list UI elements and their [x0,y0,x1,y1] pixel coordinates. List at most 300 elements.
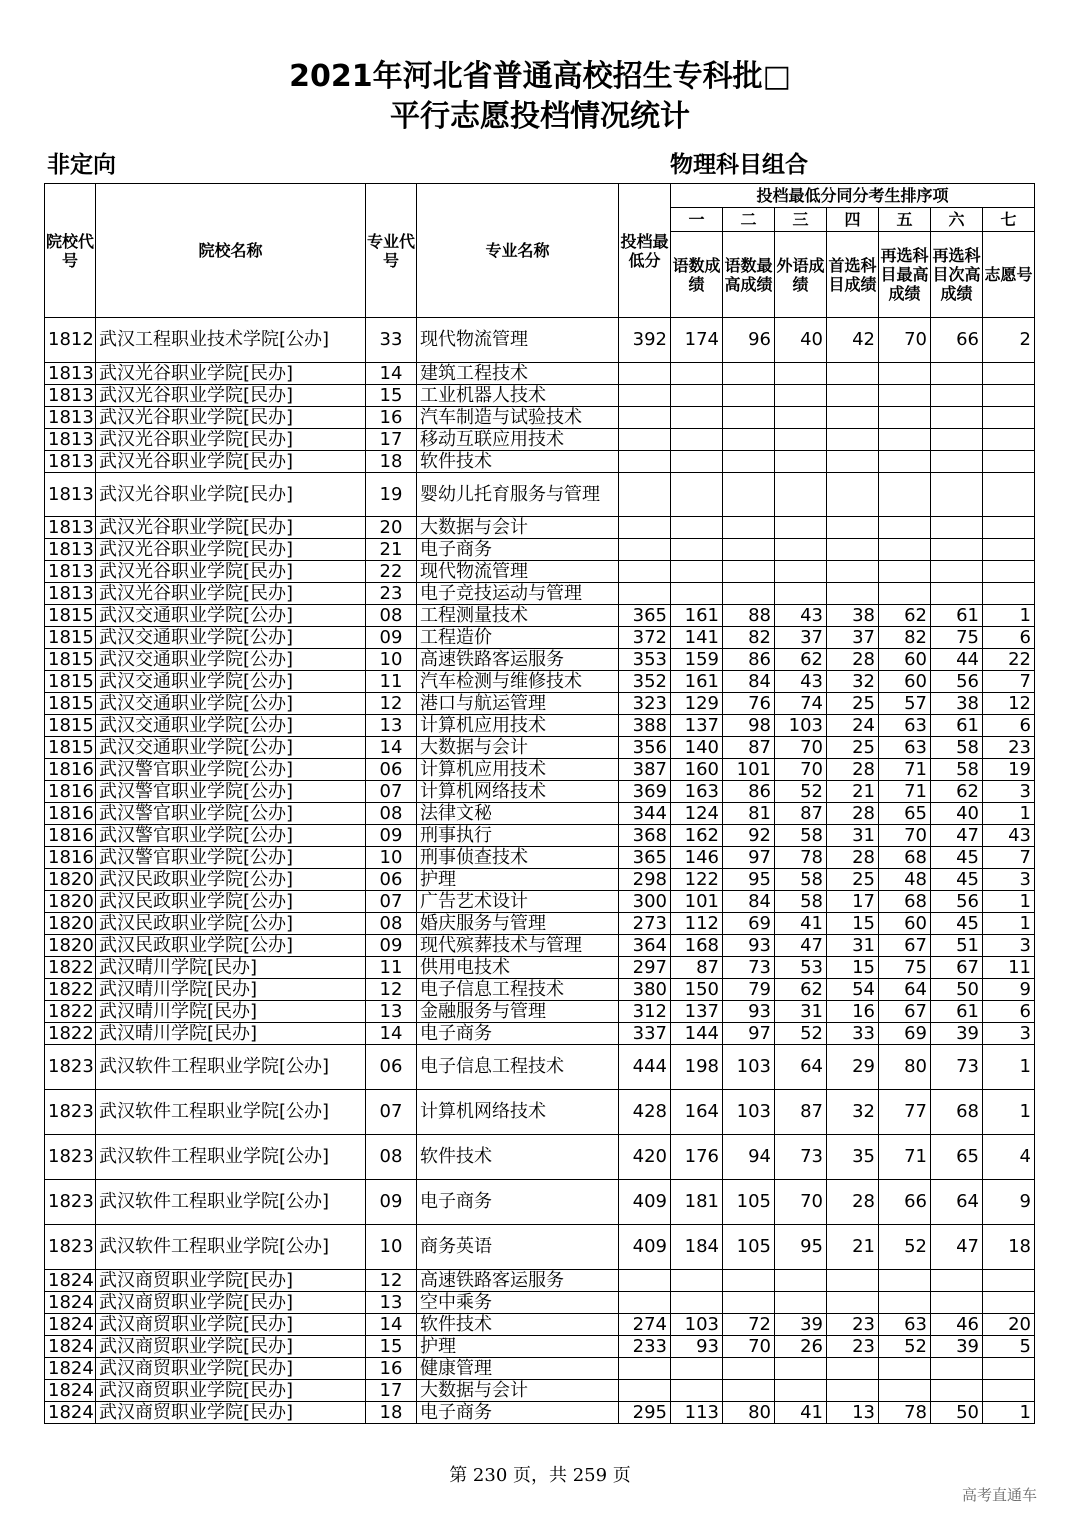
sort4-cell [827,539,879,561]
sort1-cell: 129 [671,693,723,715]
table-row [45,1180,1035,1225]
sort3-cell: 70 [775,1180,827,1225]
sort1-cell [671,451,723,473]
school-name-cell: 武汉民政职业学院[公办] [96,891,366,913]
school-name-cell: 武汉商贸职业学院[民办] [96,1358,366,1380]
sort2-cell: 81 [723,803,775,825]
sort2-cell: 105 [723,1225,775,1270]
school-code-cell: 1824 [45,1380,96,1402]
sort7-cell: 6 [983,715,1035,737]
min-score-cell: 372 [619,627,671,649]
major-code-cell: 13 [366,1292,417,1314]
sort4-cell: 23 [827,1314,879,1336]
table-row [45,627,1035,649]
sort3-cell: 37 [775,627,827,649]
sort1-cell [671,407,723,429]
major-code-cell: 14 [366,363,417,385]
school-code-cell: 1813 [45,539,96,561]
table-row [45,847,1035,869]
major-name-cell: 工业机器人技术 [417,385,619,407]
major-name-cell: 计算机网络技术 [417,781,619,803]
sort1-cell: 124 [671,803,723,825]
major-name-cell: 汽车检测与维修技术 [417,671,619,693]
table-row [45,1090,1035,1135]
sort7-cell [983,539,1035,561]
sort2-cell: 79 [723,979,775,1001]
admission-table [44,183,1035,1424]
min-score-cell: 392 [619,318,671,363]
sort3-cell: 43 [775,605,827,627]
sort1-cell [671,473,723,517]
major-name-cell: 空中乘务 [417,1292,619,1314]
school-code-cell: 1813 [45,429,96,451]
school-code-cell: 1815 [45,649,96,671]
sort3-cell: 73 [775,1135,827,1180]
sort4-cell: 54 [827,979,879,1001]
sort4-cell: 21 [827,781,879,803]
sort5-cell [879,473,931,517]
sort1-cell: 137 [671,1001,723,1023]
sort3-cell: 47 [775,935,827,957]
table-row [45,671,1035,693]
school-code-cell: 1820 [45,869,96,891]
school-code-cell: 1816 [45,781,96,803]
major-name-cell: 汽车制造与试验技术 [417,407,619,429]
sort6-cell: 39 [931,1023,983,1045]
sort6-cell: 61 [931,1001,983,1023]
major-code-cell: 16 [366,407,417,429]
sort3-cell [775,407,827,429]
sort2-cell: 80 [723,1402,775,1424]
sort5-cell: 52 [879,1225,931,1270]
sort1-cell: 140 [671,737,723,759]
sort4-cell: 37 [827,627,879,649]
sort6-cell: 64 [931,1180,983,1225]
school-name-cell: 武汉商贸职业学院[民办] [96,1336,366,1358]
school-code-cell: 1822 [45,979,96,1001]
subheader-left: 非定向 [47,152,116,178]
major-code-cell: 11 [366,671,417,693]
sort5-cell [879,561,931,583]
sort2-cell [723,407,775,429]
sort4-cell [827,407,879,429]
sort2-cell: 73 [723,957,775,979]
min-score-cell [619,473,671,517]
school-code-cell: 1816 [45,759,96,781]
sort1-cell: 184 [671,1225,723,1270]
sort7-cell: 1 [983,1045,1035,1090]
sort6-cell [931,1292,983,1314]
sort7-cell: 2 [983,318,1035,363]
min-score-cell: 364 [619,935,671,957]
sort7-cell [983,1358,1035,1380]
min-score-cell [619,1358,671,1380]
sort6-cell: 47 [931,1225,983,1270]
school-code-cell: 1823 [45,1180,96,1225]
sort3-cell [775,517,827,539]
header-school-name: 院校名称 [96,184,366,318]
sort4-cell [827,473,879,517]
min-score-cell: 365 [619,847,671,869]
major-name-cell: 商务英语 [417,1225,619,1270]
school-code-cell: 1813 [45,385,96,407]
sort2-cell [723,583,775,605]
table-row [45,1135,1035,1180]
sort5-cell: 78 [879,1402,931,1424]
major-code-cell: 11 [366,957,417,979]
major-name-cell: 健康管理 [417,1358,619,1380]
major-name-cell: 高速铁路客运服务 [417,649,619,671]
major-code-cell: 10 [366,847,417,869]
sort5-cell [879,451,931,473]
sort5-cell: 48 [879,869,931,891]
sort1-cell: 144 [671,1023,723,1045]
school-code-cell: 1816 [45,847,96,869]
sort5-cell [879,385,931,407]
major-code-cell: 09 [366,1180,417,1225]
sort6-cell: 67 [931,957,983,979]
sort2-cell: 93 [723,1001,775,1023]
table-row [45,539,1035,561]
sort1-cell: 160 [671,759,723,781]
sort4-cell [827,385,879,407]
min-score-cell: 344 [619,803,671,825]
sort2-cell [723,1292,775,1314]
sort3-cell: 62 [775,649,827,671]
sort7-cell: 43 [983,825,1035,847]
sort4-cell: 29 [827,1045,879,1090]
sort2-cell: 84 [723,891,775,913]
table-row [45,1402,1035,1424]
sort1-cell: 103 [671,1314,723,1336]
sort7-cell: 7 [983,847,1035,869]
school-name-cell: 武汉光谷职业学院[民办] [96,583,366,605]
school-name-cell: 武汉警官职业学院[公办] [96,781,366,803]
school-name-cell: 武汉光谷职业学院[民办] [96,363,366,385]
major-name-cell: 电子信息工程技术 [417,1045,619,1090]
sort4-cell: 25 [827,869,879,891]
sort7-cell: 9 [983,979,1035,1001]
sort4-cell: 42 [827,318,879,363]
table-row [45,363,1035,385]
sort7-cell [983,583,1035,605]
table-row [45,715,1035,737]
sort6-cell: 73 [931,1045,983,1090]
sort7-cell [983,363,1035,385]
major-code-cell: 21 [366,539,417,561]
sort6-cell: 56 [931,891,983,913]
sort3-cell [775,539,827,561]
sort3-cell [775,1358,827,1380]
school-code-cell: 1823 [45,1135,96,1180]
min-score-cell: 300 [619,891,671,913]
sort7-cell: 3 [983,935,1035,957]
sort4-cell: 28 [827,649,879,671]
table-row [45,1270,1035,1292]
sort6-cell: 45 [931,913,983,935]
school-name-cell: 武汉光谷职业学院[民办] [96,539,366,561]
sort5-cell: 62 [879,605,931,627]
sort6-cell [931,429,983,451]
sort4-cell: 15 [827,913,879,935]
school-name-cell: 武汉光谷职业学院[民办] [96,473,366,517]
sort1-cell [671,1292,723,1314]
sort6-cell: 50 [931,979,983,1001]
sort5-cell: 70 [879,318,931,363]
major-code-cell: 09 [366,825,417,847]
sort4-cell: 28 [827,759,879,781]
sort4-cell [827,429,879,451]
major-code-cell: 18 [366,451,417,473]
major-code-cell: 08 [366,913,417,935]
major-code-cell: 10 [366,1225,417,1270]
sort7-cell [983,451,1035,473]
sort7-cell: 1 [983,1402,1035,1424]
sort2-cell: 70 [723,1336,775,1358]
sort4-cell: 23 [827,1336,879,1358]
sort3-cell: 43 [775,671,827,693]
sort3-cell [775,363,827,385]
sort3-cell: 74 [775,693,827,715]
sort5-cell [879,429,931,451]
sort1-cell [671,517,723,539]
min-score-cell [619,583,671,605]
school-name-cell: 武汉光谷职业学院[民办] [96,561,366,583]
table-row [45,583,1035,605]
table-row [45,605,1035,627]
school-code-cell: 1815 [45,737,96,759]
sort5-cell: 82 [879,627,931,649]
min-score-cell: 380 [619,979,671,1001]
school-code-cell: 1812 [45,318,96,363]
school-code-cell: 1824 [45,1358,96,1380]
major-name-cell: 大数据与会计 [417,737,619,759]
min-score-cell [619,539,671,561]
sort7-cell: 1 [983,913,1035,935]
header-sort-item-7: 志愿号 [983,232,1035,318]
table-row [45,979,1035,1001]
major-code-cell: 18 [366,1402,417,1424]
sort6-cell: 47 [931,825,983,847]
school-name-cell: 武汉光谷职业学院[民办] [96,451,366,473]
school-code-cell: 1820 [45,913,96,935]
sort7-cell [983,407,1035,429]
major-name-cell: 婚庆服务与管理 [417,913,619,935]
sort6-cell: 66 [931,318,983,363]
sort3-cell [775,561,827,583]
min-score-cell: 365 [619,605,671,627]
subheader-right: 物理科目组合 [670,152,808,178]
sort6-cell [931,451,983,473]
sort1-cell: 137 [671,715,723,737]
sort1-cell: 141 [671,627,723,649]
sort5-cell: 71 [879,759,931,781]
sort1-cell: 93 [671,1336,723,1358]
min-score-cell [619,363,671,385]
table-row [45,957,1035,979]
sort1-cell: 176 [671,1135,723,1180]
min-score-cell: 323 [619,693,671,715]
school-code-cell: 1815 [45,605,96,627]
sort5-cell [879,1358,931,1380]
sort1-cell: 161 [671,605,723,627]
sort4-cell [827,1358,879,1380]
sort7-cell: 22 [983,649,1035,671]
sort7-cell: 5 [983,1336,1035,1358]
sort7-cell: 20 [983,1314,1035,1336]
school-code-cell: 1823 [45,1045,96,1090]
sort6-cell [931,407,983,429]
sort7-cell: 4 [983,1135,1035,1180]
sort7-cell: 1 [983,1090,1035,1135]
sort1-cell: 168 [671,935,723,957]
sort1-cell: 162 [671,825,723,847]
sort6-cell: 45 [931,869,983,891]
sort1-cell: 174 [671,318,723,363]
major-code-cell: 08 [366,1135,417,1180]
sort6-cell: 61 [931,715,983,737]
sort4-cell: 13 [827,1402,879,1424]
min-score-cell: 387 [619,759,671,781]
sort6-cell [931,385,983,407]
sort5-cell: 80 [879,1045,931,1090]
major-name-cell: 电子信息工程技术 [417,979,619,1001]
school-name-cell: 武汉警官职业学院[公办] [96,759,366,781]
sort4-cell: 25 [827,737,879,759]
sort2-cell [723,473,775,517]
sort1-cell [671,1380,723,1402]
school-name-cell: 武汉民政职业学院[公办] [96,869,366,891]
table-row [45,1001,1035,1023]
sort6-cell: 68 [931,1090,983,1135]
sort1-cell: 161 [671,671,723,693]
table-row [45,385,1035,407]
major-name-cell: 护理 [417,869,619,891]
header-min-score: 投档最低分 [619,184,671,318]
sort1-cell: 181 [671,1180,723,1225]
sort4-cell: 28 [827,1180,879,1225]
school-name-cell: 武汉民政职业学院[公办] [96,913,366,935]
sort2-cell: 84 [723,671,775,693]
sort3-cell: 87 [775,803,827,825]
major-code-cell: 20 [366,517,417,539]
school-name-cell: 武汉软件工程职业学院[公办] [96,1225,366,1270]
school-name-cell: 武汉软件工程职业学院[公办] [96,1180,366,1225]
sort4-cell [827,583,879,605]
sort1-cell: 163 [671,781,723,803]
sort7-cell [983,429,1035,451]
sort6-cell: 45 [931,847,983,869]
major-name-cell: 金融服务与管理 [417,1001,619,1023]
sort4-cell: 35 [827,1135,879,1180]
page-footer: 第 230 页，共 259 页 [449,1465,631,1486]
sort1-cell [671,539,723,561]
sort6-cell: 65 [931,1135,983,1180]
sort7-cell: 7 [983,671,1035,693]
min-score-cell: 388 [619,715,671,737]
sort6-cell: 62 [931,781,983,803]
sort6-cell: 61 [931,605,983,627]
sort1-cell [671,583,723,605]
sort4-cell [827,561,879,583]
school-name-cell: 武汉商贸职业学院[民办] [96,1380,366,1402]
sort5-cell: 66 [879,1180,931,1225]
sort3-cell [775,583,827,605]
sort4-cell: 16 [827,1001,879,1023]
sort3-cell: 52 [775,781,827,803]
sort6-cell: 46 [931,1314,983,1336]
sort1-cell: 87 [671,957,723,979]
school-code-cell: 1824 [45,1314,96,1336]
major-code-cell: 13 [366,715,417,737]
sort5-cell [879,407,931,429]
sort7-cell [983,1292,1035,1314]
sort6-cell: 38 [931,693,983,715]
major-code-cell: 06 [366,759,417,781]
sort4-cell [827,1292,879,1314]
major-name-cell: 现代殡葬技术与管理 [417,935,619,957]
major-code-cell: 06 [366,1045,417,1090]
sort2-cell: 88 [723,605,775,627]
sort3-cell: 58 [775,825,827,847]
header-major-code: 专业代号 [366,184,417,318]
school-code-cell: 1816 [45,803,96,825]
sort1-cell: 112 [671,913,723,935]
sort7-cell: 6 [983,1001,1035,1023]
min-score-cell [619,561,671,583]
sort3-cell: 41 [775,913,827,935]
sort7-cell: 1 [983,803,1035,825]
table-row [45,1292,1035,1314]
school-code-cell: 1823 [45,1090,96,1135]
table-row [45,781,1035,803]
school-name-cell: 武汉工程职业技术学院[公办] [96,318,366,363]
major-code-cell: 08 [366,803,417,825]
sort2-cell: 98 [723,715,775,737]
sort2-cell: 103 [723,1090,775,1135]
major-code-cell: 15 [366,1336,417,1358]
school-code-cell: 1815 [45,693,96,715]
sort5-cell [879,1380,931,1402]
min-score-cell [619,407,671,429]
sort3-cell [775,473,827,517]
min-score-cell: 337 [619,1023,671,1045]
major-code-cell: 13 [366,1001,417,1023]
sort7-cell: 18 [983,1225,1035,1270]
major-code-cell: 07 [366,1090,417,1135]
major-code-cell: 12 [366,1270,417,1292]
school-name-cell: 武汉晴川学院[民办] [96,1023,366,1045]
sort4-cell: 31 [827,935,879,957]
sort3-cell: 58 [775,891,827,913]
table-row [45,1045,1035,1090]
table-row [45,1358,1035,1380]
sort1-cell [671,363,723,385]
min-score-cell [619,429,671,451]
sort4-cell: 38 [827,605,879,627]
major-name-cell: 电子竞技运动与管理 [417,583,619,605]
sort5-cell [879,583,931,605]
table-row [45,803,1035,825]
sort6-cell [931,561,983,583]
school-name-cell: 武汉光谷职业学院[民办] [96,385,366,407]
sort6-cell [931,517,983,539]
sort6-cell: 58 [931,737,983,759]
sort7-cell [983,1380,1035,1402]
school-code-cell: 1813 [45,451,96,473]
table-row [45,1314,1035,1336]
sort4-cell: 31 [827,825,879,847]
